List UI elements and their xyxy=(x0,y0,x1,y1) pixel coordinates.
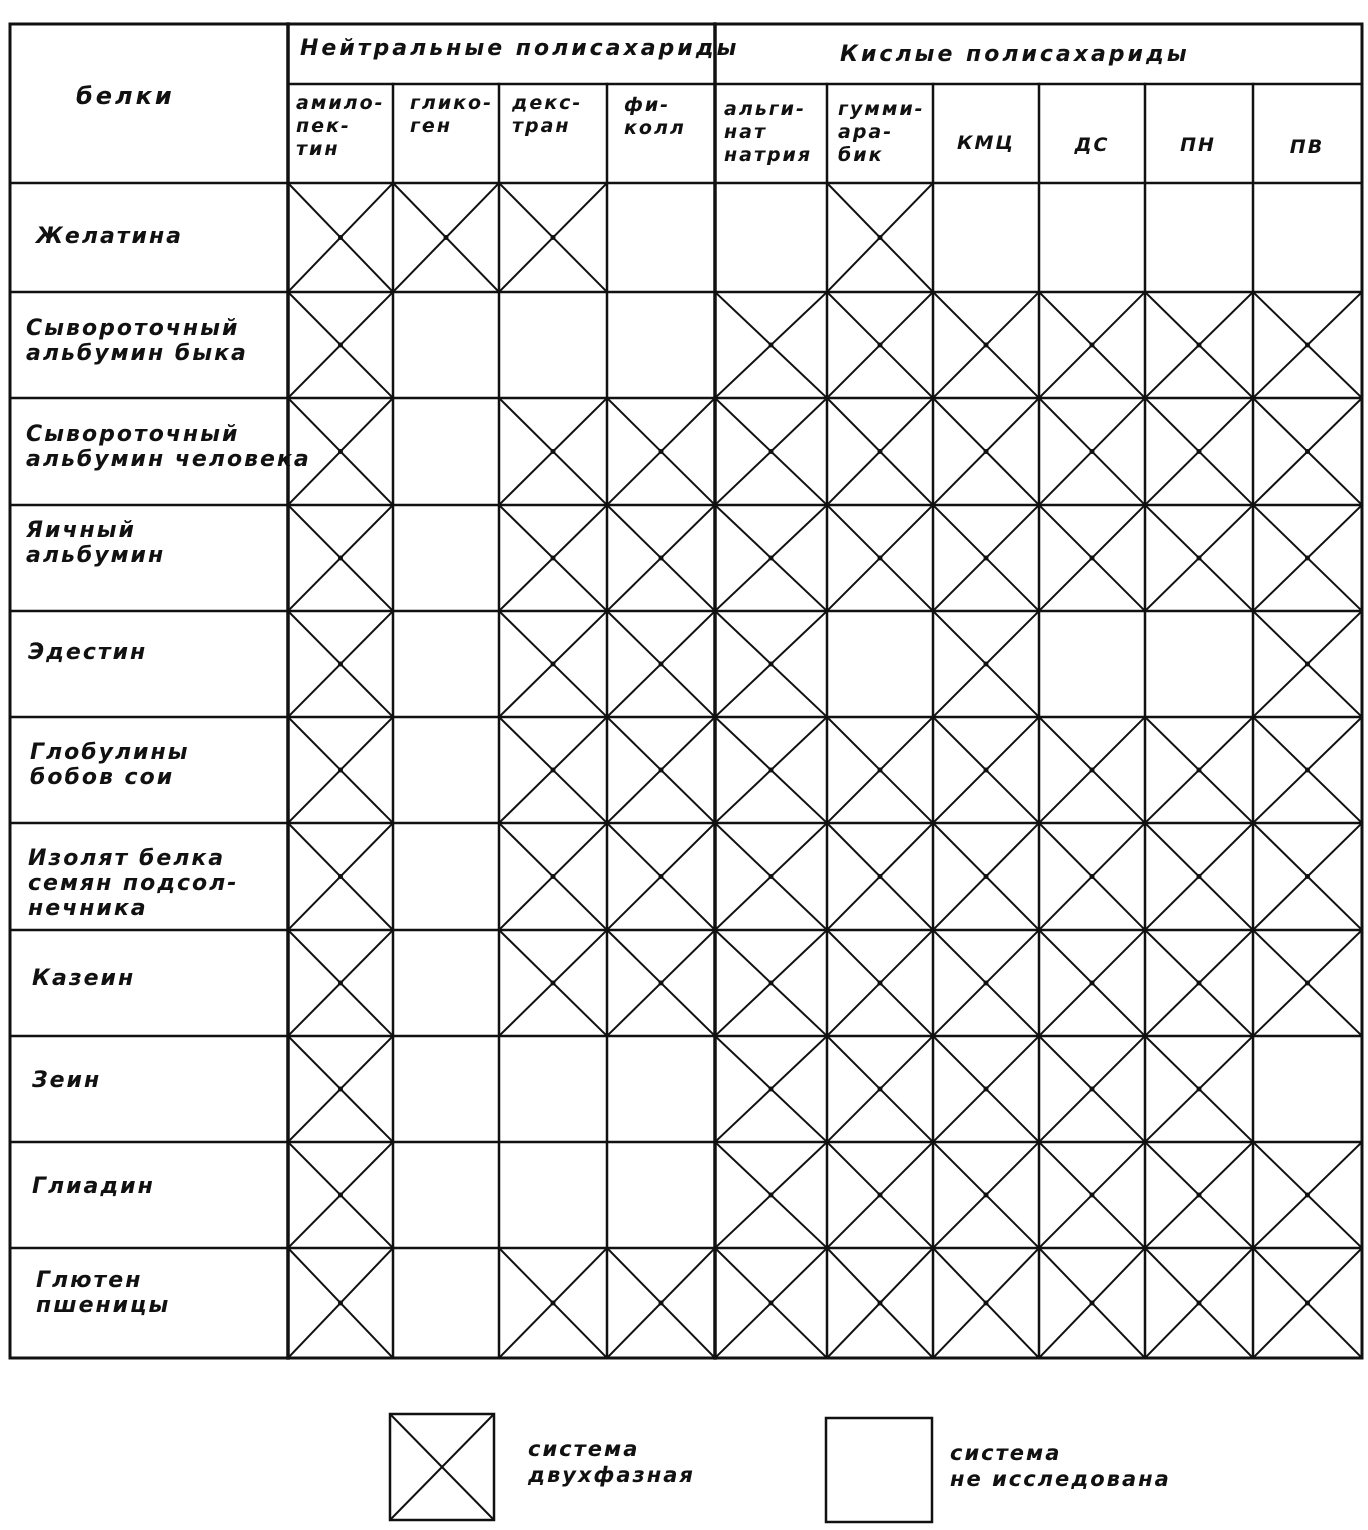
group-header-acidic: Кислые полисахариды xyxy=(840,42,1190,67)
cross-center-dot xyxy=(659,449,664,454)
cross-center-dot xyxy=(659,768,664,773)
cross-center-dot xyxy=(1090,1087,1095,1092)
cross-center-dot xyxy=(338,874,343,879)
cross-center-dot xyxy=(551,449,556,454)
cross-center-dot xyxy=(1305,1301,1310,1306)
cross-center-dot xyxy=(878,874,883,879)
col-header-ds: ДС xyxy=(1074,134,1110,156)
cross-center-dot xyxy=(551,556,556,561)
cross-center-dot xyxy=(1197,449,1202,454)
legend-not-studied-swatch xyxy=(824,1416,936,1526)
cross-center-dot xyxy=(984,556,989,561)
cross-center-dot xyxy=(984,343,989,348)
cross-center-dot xyxy=(984,1301,989,1306)
cross-center-dot xyxy=(659,1301,664,1306)
cross-center-dot xyxy=(878,981,883,986)
legend-not-studied-label: система не исследована xyxy=(950,1441,1171,1491)
cross-center-dot xyxy=(1305,981,1310,986)
cross-center-dot xyxy=(338,235,343,240)
cross-center-dot xyxy=(878,768,883,773)
cross-center-dot xyxy=(1197,768,1202,773)
row-label-zein: Зеин xyxy=(32,1068,102,1093)
cross-center-dot xyxy=(769,768,774,773)
col-header-dextran: декс- тран xyxy=(512,92,583,137)
row-label-edestin: Эдестин xyxy=(28,640,148,665)
col-header-pv: ПВ xyxy=(1289,136,1325,158)
cross-center-dot xyxy=(1197,874,1202,879)
cross-center-dot xyxy=(1090,981,1095,986)
cross-center-dot xyxy=(878,343,883,348)
cross-center-dot xyxy=(551,235,556,240)
row-label-egg-albumin: Яичный альбумин xyxy=(26,518,166,568)
cross-center-dot xyxy=(769,449,774,454)
legend-two-phase-label: система двухфазная xyxy=(528,1437,695,1487)
cross-center-dot xyxy=(338,981,343,986)
cross-center-dot xyxy=(1197,1301,1202,1306)
row-label-gliadin: Глиадин xyxy=(32,1174,155,1199)
cross-center-dot xyxy=(984,768,989,773)
row-label-gelatin: Желатина xyxy=(36,224,184,249)
cross-center-dot xyxy=(1305,768,1310,773)
cross-center-dot xyxy=(659,981,664,986)
cross-center-dot xyxy=(338,662,343,667)
cross-center-dot xyxy=(769,343,774,348)
cross-center-dot xyxy=(1305,874,1310,879)
cross-center-dot xyxy=(878,556,883,561)
row-label-human-serum-albumin: Сывороточный альбумин человека xyxy=(26,422,311,472)
cross-center-dot xyxy=(1197,343,1202,348)
cross-center-dot xyxy=(1305,662,1310,667)
cross-center-dot xyxy=(1090,874,1095,879)
cross-center-dot xyxy=(1090,1301,1095,1306)
cross-center-dot xyxy=(984,1193,989,1198)
cross-center-dot xyxy=(551,874,556,879)
cross-center-dot xyxy=(338,1193,343,1198)
cross-center-dot xyxy=(769,1193,774,1198)
cross-center-dot xyxy=(1305,556,1310,561)
cross-center-dot xyxy=(878,1193,883,1198)
cross-center-dot xyxy=(878,449,883,454)
cross-center-dot xyxy=(769,981,774,986)
legend-two-phase-swatch xyxy=(388,1412,498,1524)
cross-center-dot xyxy=(769,1087,774,1092)
col-header-amylopectin: амило- пек- тин xyxy=(296,92,385,160)
cross-center-dot xyxy=(1090,768,1095,773)
cross-center-dot xyxy=(878,235,883,240)
row-label-soybean-globulins: Глобулины бобов сои xyxy=(30,740,190,790)
cross-center-dot xyxy=(1305,449,1310,454)
cross-center-dot xyxy=(984,449,989,454)
cross-center-dot xyxy=(1090,556,1095,561)
cross-center-dot xyxy=(1090,343,1095,348)
cross-center-dot xyxy=(338,449,343,454)
cross-center-dot xyxy=(769,662,774,667)
row-label-bovine-serum-albumin: Сывороточный альбумин быка xyxy=(26,316,248,366)
group-header-neutral: Нейтральные полисахариды xyxy=(300,36,740,61)
cross-center-dot xyxy=(659,662,664,667)
cross-center-dot xyxy=(878,1301,883,1306)
cross-center-dot xyxy=(1090,449,1095,454)
row-label-wheat-gluten: Глютен пшеницы xyxy=(36,1268,171,1318)
cross-center-dot xyxy=(551,768,556,773)
cross-center-dot xyxy=(1197,1087,1202,1092)
cross-center-dot xyxy=(659,556,664,561)
cross-center-dot xyxy=(1197,981,1202,986)
col-header-sodium-alginate: альги- нат натрия xyxy=(724,98,813,166)
col-header-ficoll: фи- колл xyxy=(624,94,686,139)
col-header-glycogen: глико- ген xyxy=(410,92,493,137)
cross-center-dot xyxy=(551,981,556,986)
cross-center-dot xyxy=(338,1301,343,1306)
cross-center-dot xyxy=(878,1087,883,1092)
proteins-column-title: белки xyxy=(76,82,175,110)
cross-center-dot xyxy=(338,1087,343,1092)
cross-center-dot xyxy=(769,1301,774,1306)
cross-center-dot xyxy=(338,343,343,348)
cross-center-dot xyxy=(659,874,664,879)
cross-center-dot xyxy=(984,662,989,667)
cross-center-dot xyxy=(769,874,774,879)
cross-center-dot xyxy=(1090,1193,1095,1198)
col-header-gum-arabic: гумми- ара- бик xyxy=(838,98,925,166)
cross-center-dot xyxy=(444,235,449,240)
row-label-sunflower-protein-isolate: Изолят белка семян подсол- нечника xyxy=(28,846,239,921)
col-header-pn: ПН xyxy=(1180,134,1216,156)
cross-center-dot xyxy=(984,874,989,879)
cross-center-dot xyxy=(984,981,989,986)
table-frame xyxy=(10,24,1362,1358)
cross-center-dot xyxy=(551,1301,556,1306)
cross-center-dot xyxy=(769,556,774,561)
cross-center-dot xyxy=(1197,556,1202,561)
cross-center-dot xyxy=(1197,1193,1202,1198)
cross-center-dot xyxy=(551,662,556,667)
row-label-casein: Казеин xyxy=(32,966,136,991)
cross-center-dot xyxy=(338,768,343,773)
cross-center-dot xyxy=(338,556,343,561)
cross-center-dot xyxy=(1305,343,1310,348)
cross-center-dot xyxy=(1305,1193,1310,1198)
cross-center-dot xyxy=(984,1087,989,1092)
col-header-kmc: КМЦ xyxy=(956,132,1016,154)
